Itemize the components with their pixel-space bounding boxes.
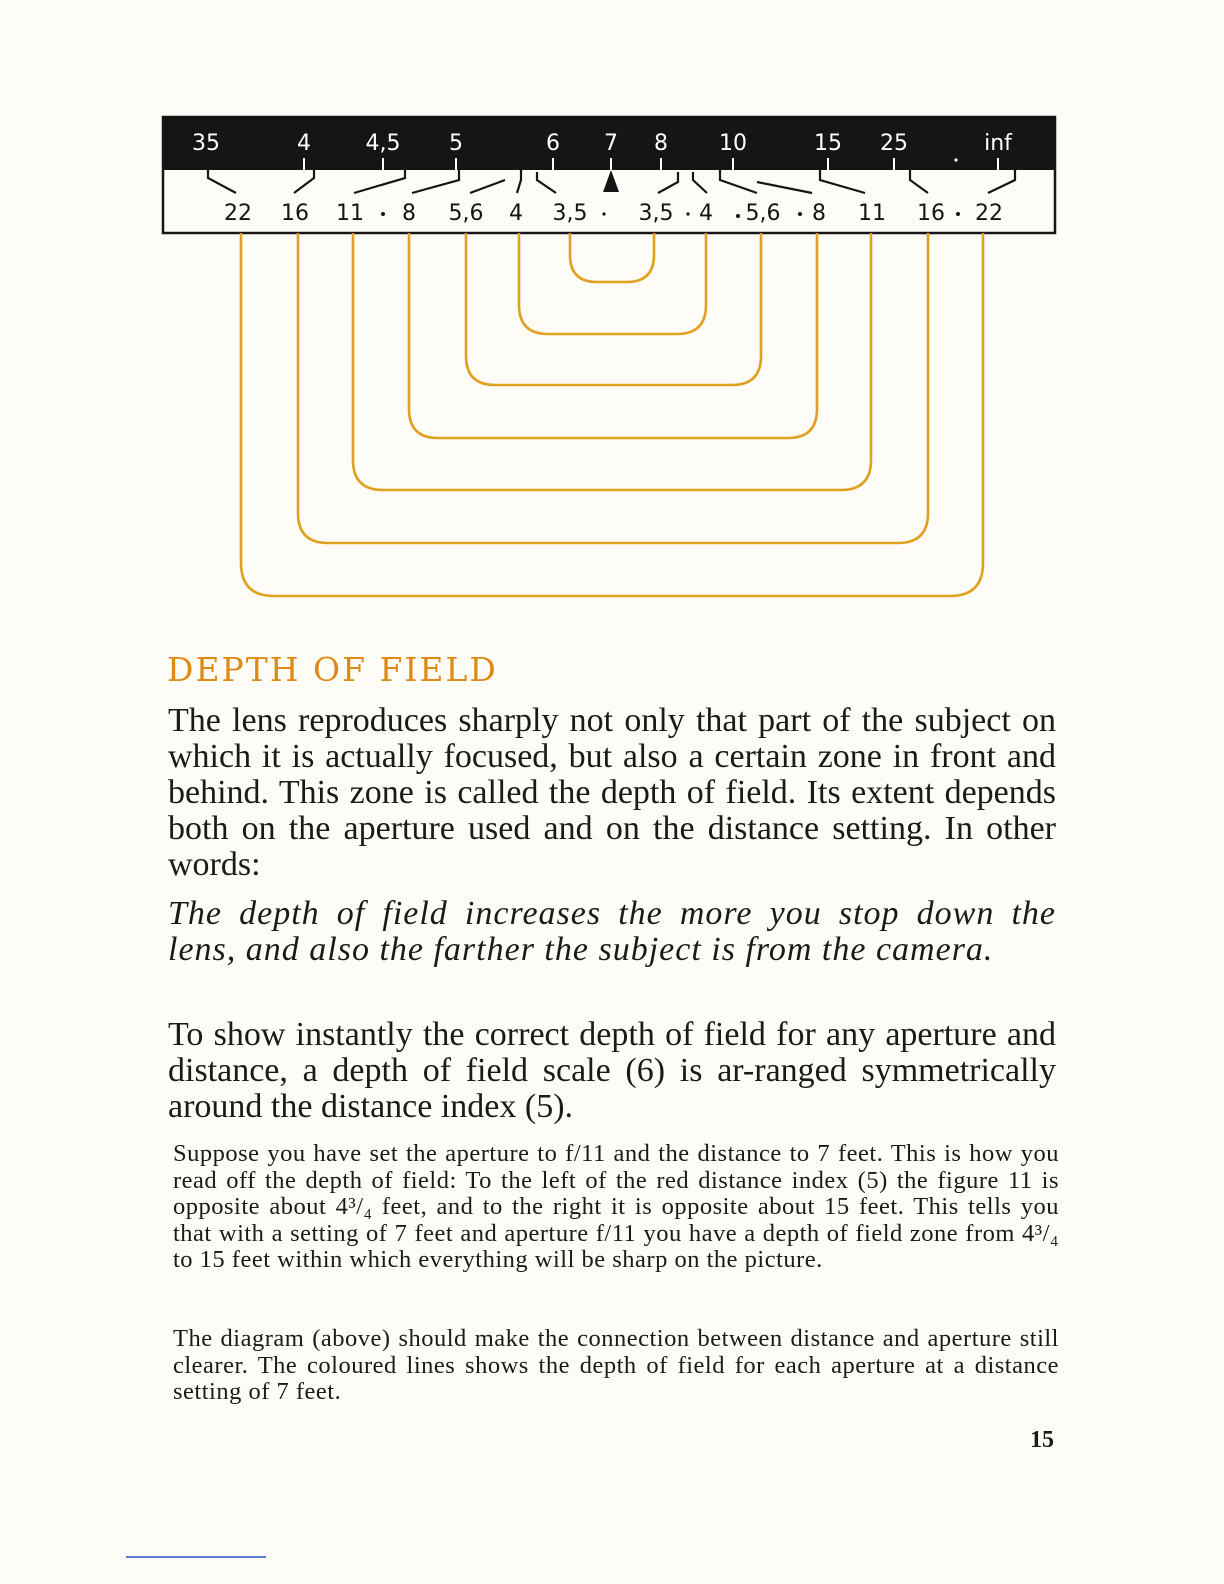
aperture-label: 3,5 bbox=[638, 201, 674, 226]
distance-label: 35 bbox=[192, 131, 220, 156]
paragraph-rule: The depth of field increases the more you stop down the lens, and also the farther the subject is from the camera. bbox=[168, 895, 1056, 968]
aperture-label: 22 bbox=[975, 201, 1003, 226]
page-number: 15 bbox=[1030, 1427, 1054, 1453]
depth-of-field-loops bbox=[241, 233, 983, 596]
dof-loop-f5_6 bbox=[466, 233, 761, 385]
distance-label: inf bbox=[984, 131, 1012, 156]
distance-label: 6 bbox=[546, 131, 560, 156]
aperture-label: 4 bbox=[509, 201, 523, 226]
aperture-label: 8 bbox=[402, 201, 416, 226]
dof-loop-f8 bbox=[409, 233, 817, 438]
paragraph-example: Suppose you have set the aperture to f/11 and the distance to 7 feet. This is how you read off the depth of field: To the left of the red distance index (5) the figure 11 is opposite about 4³/₄ feet, and to the right it is opposite about 15 feet. This tells you that with a setting of 7 feet and aperture f/11 you have a depth of field zone from 4³/₄ to 15 feet within which everything will be sharp on the picture. bbox=[173, 1140, 1059, 1273]
aperture-label: 3,5 bbox=[552, 201, 588, 226]
aperture-label: 5,6 bbox=[448, 201, 484, 226]
paragraph-scale: To show instantly the correct depth of field for any aperture and distance, a depth of field scale (6) is ar-ranged symmetrically around the distance index (5). bbox=[168, 1016, 1056, 1125]
aperture-label: 5,6 bbox=[745, 201, 781, 226]
distance-label: 7 bbox=[604, 131, 618, 156]
depth-of-field-diagram bbox=[0, 0, 1224, 620]
dof-loop-f11 bbox=[353, 233, 871, 490]
distance-label: 8 bbox=[654, 131, 668, 156]
dof-loop-f3_5 bbox=[570, 233, 654, 282]
aperture-label: 22 bbox=[224, 201, 252, 226]
aperture-label: 11 bbox=[336, 201, 364, 226]
distance-label: 25 bbox=[880, 131, 908, 156]
paragraph-diagram-note: The diagram (above) should make the connection between distance and aperture still clearer. The coloured lines shows the depth of field for each aperture at a distance setting of 7 feet. bbox=[173, 1325, 1059, 1405]
aperture-label: 11 bbox=[858, 201, 886, 226]
dof-loop-f16 bbox=[298, 233, 928, 543]
section-heading: DEPTH OF FIELD bbox=[167, 650, 498, 689]
distance-label: 10 bbox=[719, 131, 747, 156]
distance-label: 5 bbox=[449, 131, 463, 156]
paragraph-intro: The lens reproduces sharply not only that part of the subject on which it is actually focused, but also a certain zone in front and behind. This zone is called the depth of field. Its extent depends both on the aperture used and on the distance setting. In other words: bbox=[168, 702, 1056, 883]
distance-label: 4 bbox=[297, 131, 311, 156]
distance-label: 4,5 bbox=[365, 131, 401, 156]
aperture-label: 8 bbox=[812, 201, 826, 226]
aperture-label: 4 bbox=[699, 201, 713, 226]
dof-loop-f4 bbox=[519, 233, 706, 334]
aperture-label: 16 bbox=[281, 201, 309, 226]
aperture-label: 16 bbox=[917, 201, 945, 226]
distance-label: 15 bbox=[814, 131, 842, 156]
scan-edge-line bbox=[126, 1556, 266, 1558]
